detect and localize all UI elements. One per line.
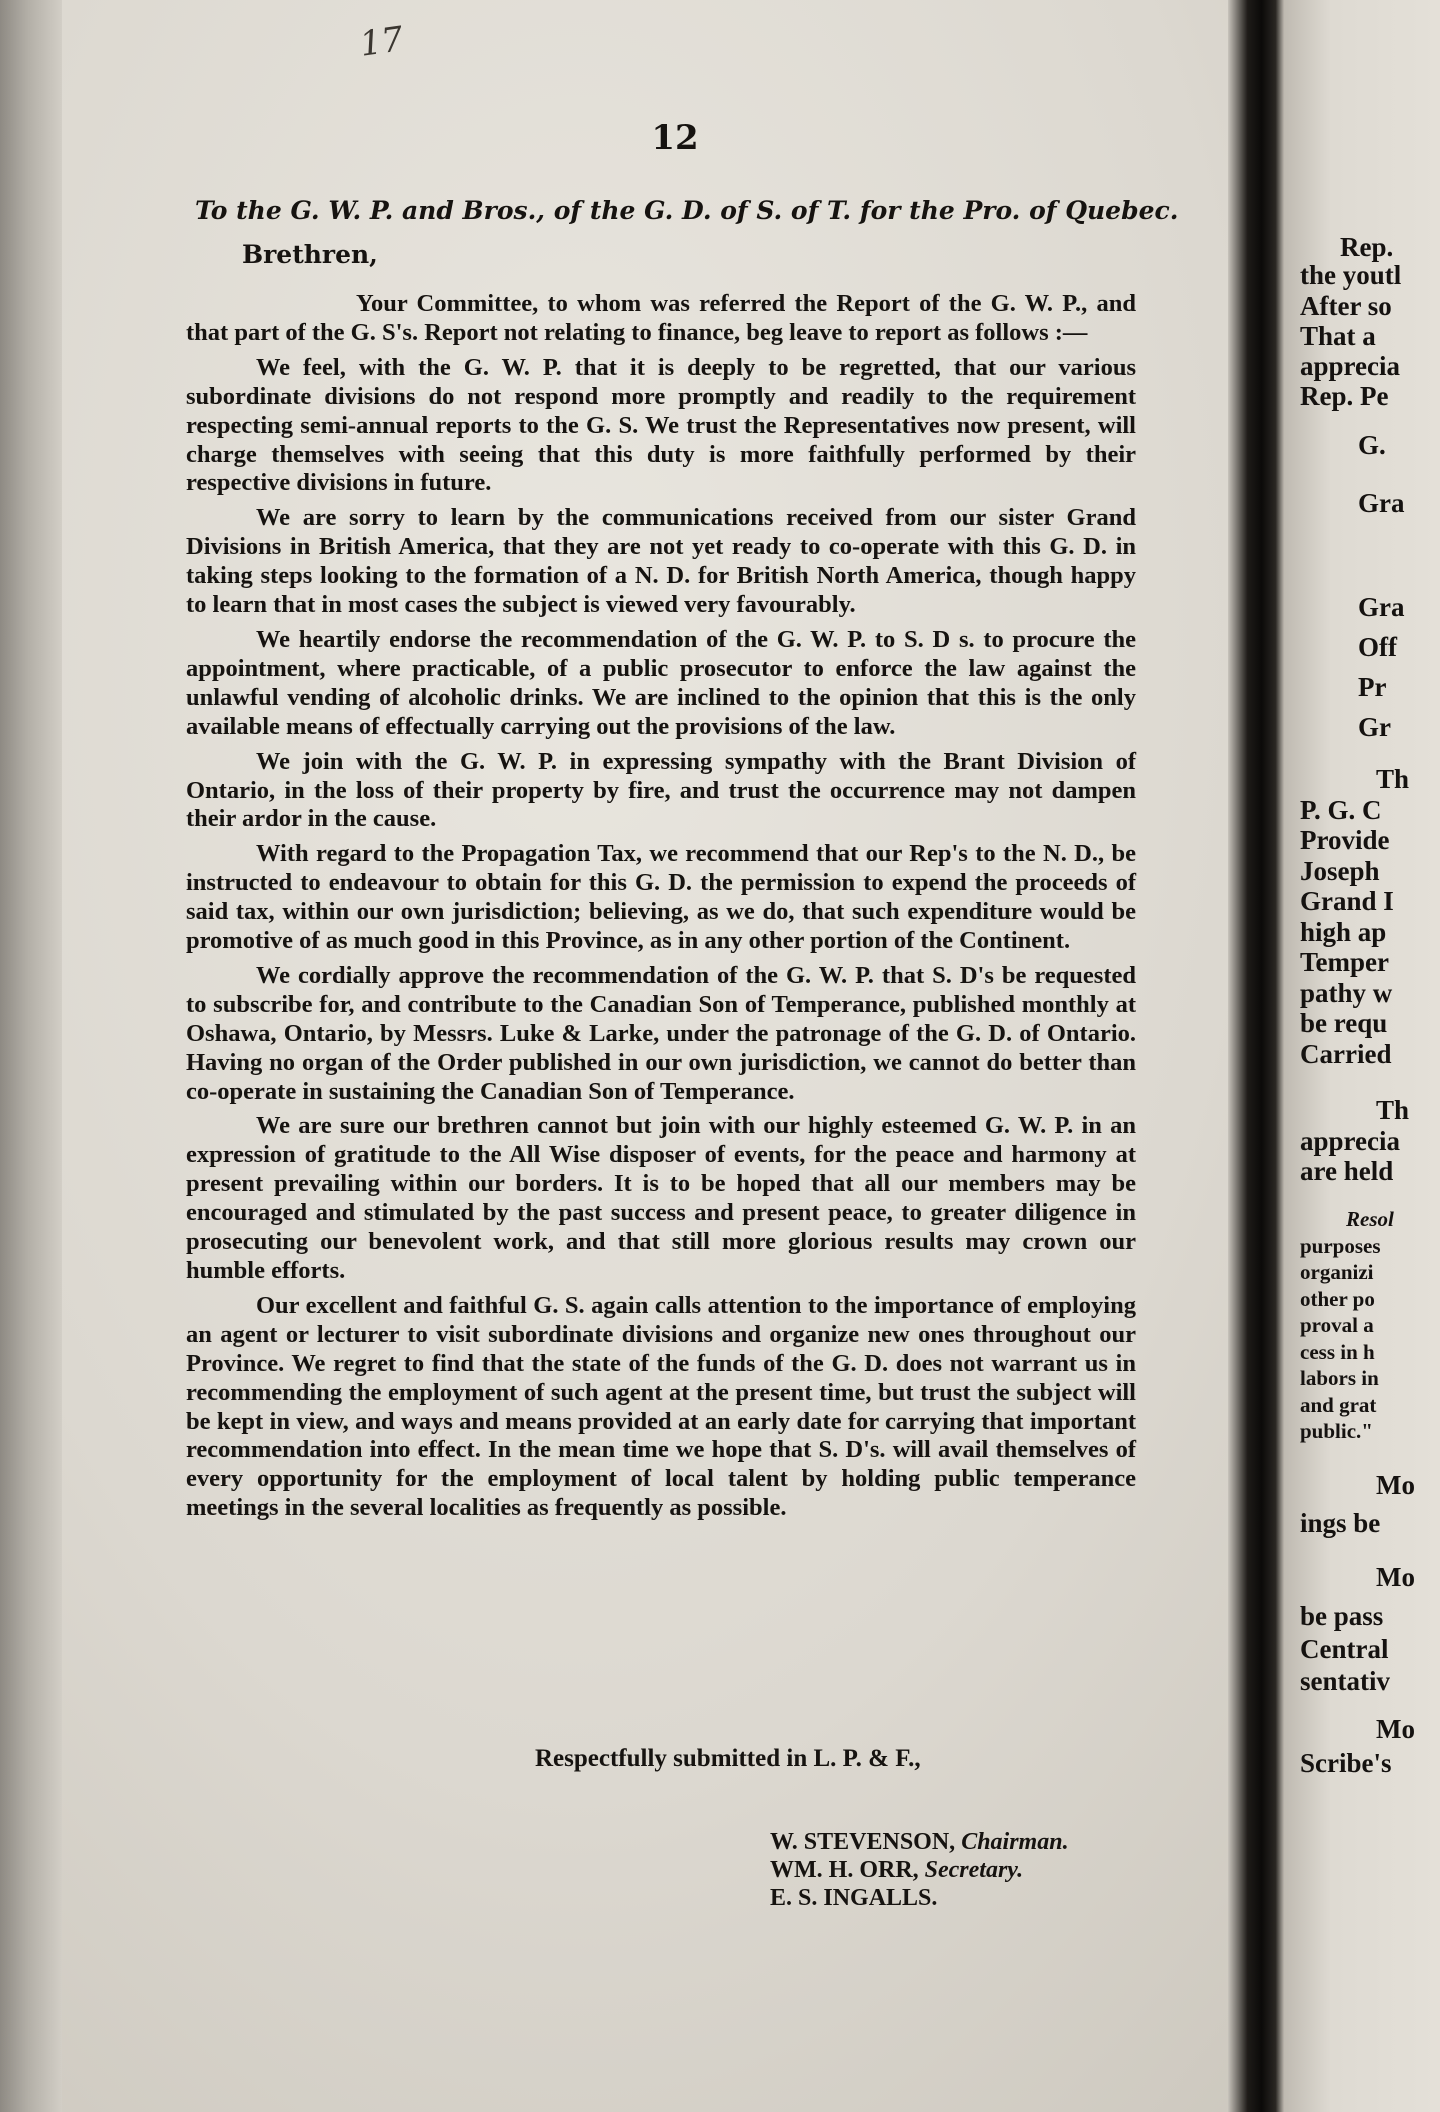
facing-page-line: After so xyxy=(1300,291,1392,321)
facing-page-line: Joseph xyxy=(1300,856,1380,886)
facing-page-line: Rep. Pe xyxy=(1300,381,1389,411)
facing-page-line: ings be xyxy=(1300,1508,1381,1538)
handwritten-corner-mark: 17 xyxy=(357,19,406,65)
facing-page-line: high ap xyxy=(1300,917,1387,947)
facing-page-line: are held xyxy=(1300,1156,1394,1186)
signatory-name: WM. H. ORR, xyxy=(770,1857,919,1883)
signatory-name: W. STEVENSON, xyxy=(770,1829,956,1855)
signature-block xyxy=(770,1828,1069,1912)
facing-page-line: public." xyxy=(1300,1419,1373,1443)
facing-page-line: Resol xyxy=(1346,1207,1394,1231)
facing-page-line: P. G. C xyxy=(1300,795,1382,825)
facing-page-line: Pr xyxy=(1358,672,1387,702)
signature-line xyxy=(770,1884,1069,1912)
facing-page-line: Mo xyxy=(1376,1714,1415,1744)
facing-page-line: cess in h xyxy=(1300,1340,1375,1364)
facing-page-line: be pass xyxy=(1300,1601,1384,1631)
signature-line xyxy=(770,1856,1069,1884)
report-address: To the G. W. P. and Bros., of the G. D. of S. of T. for the Pro. of Quebec. xyxy=(195,196,1179,225)
facing-page-line: Central xyxy=(1300,1634,1389,1664)
facing-page-line: Th xyxy=(1376,1095,1410,1125)
signatory-role: Secretary. xyxy=(924,1857,1024,1883)
facing-page-line: organizi xyxy=(1300,1260,1374,1284)
page-number: 12 xyxy=(651,118,699,158)
facing-page-line: G. xyxy=(1358,430,1386,460)
facing-page-line: pathy w xyxy=(1300,978,1393,1008)
paragraph: We are sure our brethren cannot but join with our highly esteemed G. W. P. in an expression of gratitude to the All Wise disposer of events, for the peace and harmony at present prevailing within our borders. It is to be hoped that all our members may be encouraged and stimulated by the past success and present peace, to greater diligence in prosecuting our benevolent work, and that still more glorious results may crown our humble efforts. xyxy=(186,1112,1136,1284)
paragraph: Our excellent and faithful G. S. again calls attention to the importance of employing an agent or lecturer to visit subordinate divisions and organize new ones throughout our Province. We regret to find that the state of the funds of the G. D. does not warrant us in recommending the employment of such agent at the present time, but trust the subject will be kept in view, and ways and means provided at an early date for carrying that important recommendation into effect. In the mean time we hope that S. D's. will avail themselves of every opportunity for the employment of local talent by holding public temperance meetings in the several localities as frequently as possible. xyxy=(186,1291,1136,1522)
facing-page-line: Mo xyxy=(1376,1562,1415,1592)
facing-page-line: Grand I xyxy=(1300,886,1394,916)
facing-page-line: Gra xyxy=(1358,488,1405,518)
salutation: Brethren, xyxy=(242,240,378,269)
signatory-role: Chairman. xyxy=(961,1829,1069,1855)
facing-page-line: Off xyxy=(1358,632,1397,662)
facing-page-line: purposes xyxy=(1300,1234,1381,1258)
facing-page-line: and grat xyxy=(1300,1393,1377,1417)
book-gutter xyxy=(1228,0,1284,2112)
facing-page-line: Carried xyxy=(1300,1039,1392,1069)
signature-line xyxy=(770,1828,1069,1856)
signatory-name: E. S. INGALLS. xyxy=(770,1885,938,1911)
left-page xyxy=(150,0,1179,2112)
paragraph: We heartily endorse the recommendation of the G. W. P. to S. D s. to procure the appointment, where practicable, of a public prosecutor to enforce the law against the unlawful vending of alcoholic drinks. We are inclined to the opinion that this is the only available means of effectually carrying out the provisions of the law. xyxy=(186,625,1136,740)
paragraph: With regard to the Propagation Tax, we recommend that our Rep's to the N. D., be instructed to endeavour to obtain for this G. D. the permission to expend the proceeds of said tax, within our own jurisdiction; believing, as we do, that such expenditure would be promotive of as much good in this Province, as in any other portion of the Continent. xyxy=(186,840,1136,955)
facing-page-line: That a xyxy=(1300,321,1376,351)
facing-page-line: other po xyxy=(1300,1287,1375,1311)
facing-page-line: Th xyxy=(1376,764,1410,794)
facing-page-line: sentativ xyxy=(1300,1666,1390,1696)
facing-page-line: Rep. xyxy=(1340,232,1394,262)
paragraph: Your Committee, to whom was referred the Report of the G. W. P., and that part of the G. S's. Report not relating to finance, beg leave to report as follows :— xyxy=(186,290,1136,346)
facing-page-line: be requ xyxy=(1300,1008,1388,1038)
facing-page-line: proval a xyxy=(1300,1313,1374,1337)
closing-line: Respectfully submitted in L. P. & F., xyxy=(535,1745,921,1772)
facing-page-line: apprecia xyxy=(1300,1126,1400,1156)
paragraph: We feel, with the G. W. P. that it is deeply to be regretted, that our various subordinate divisions do not respond more promptly and readily to the requirement respecting semi-annual reports to the G. S. We trust the Representatives now present, will charge themselves with seeing that this duty is more faithfully performed by their respective divisions in future. xyxy=(186,353,1136,497)
facing-page-line: Scribe's xyxy=(1300,1748,1392,1778)
facing-page-line: the youtl xyxy=(1300,260,1402,290)
facing-page-line: Gr xyxy=(1358,712,1391,742)
page-left-edge-shadow xyxy=(0,0,62,2112)
facing-page-line: Gra xyxy=(1358,592,1405,622)
facing-page-line: Provide xyxy=(1300,825,1390,855)
facing-page-line: apprecia xyxy=(1300,351,1400,381)
facing-page-fragment xyxy=(1284,0,1440,2112)
facing-page-line: Temper xyxy=(1300,947,1389,977)
facing-page-line: labors in xyxy=(1300,1366,1379,1390)
report-body xyxy=(186,290,1136,1529)
paragraph: We join with the G. W. P. in expressing sympathy with the Brant Division of Ontario, in the loss of their property by fire, and trust the occurrence may not dampen their ardor in the cause. xyxy=(186,747,1136,833)
facing-page-line: Mo xyxy=(1376,1470,1415,1500)
paragraph: We cordially approve the recommendation of the G. W. P. that S. D's be requested to subscribe for, and contribute to the Canadian Son of Temperance, published monthly at Oshawa, Ontario, by Messrs. Luke & Larke, under the patronage of the G. D. of Ontario. Having no organ of the Order published in our own jurisdiction, we cannot do better than co-operate in sustaining the Canadian Son of Temperance. xyxy=(186,961,1136,1105)
paragraph: We are sorry to learn by the communications received from our sister Grand Divisions in British America, that they are not yet ready to co-operate with this G. D. in taking steps looking to the formation of a N. D. for British North America, though happy to learn that in most cases the subject is viewed very favourably. xyxy=(186,504,1136,619)
